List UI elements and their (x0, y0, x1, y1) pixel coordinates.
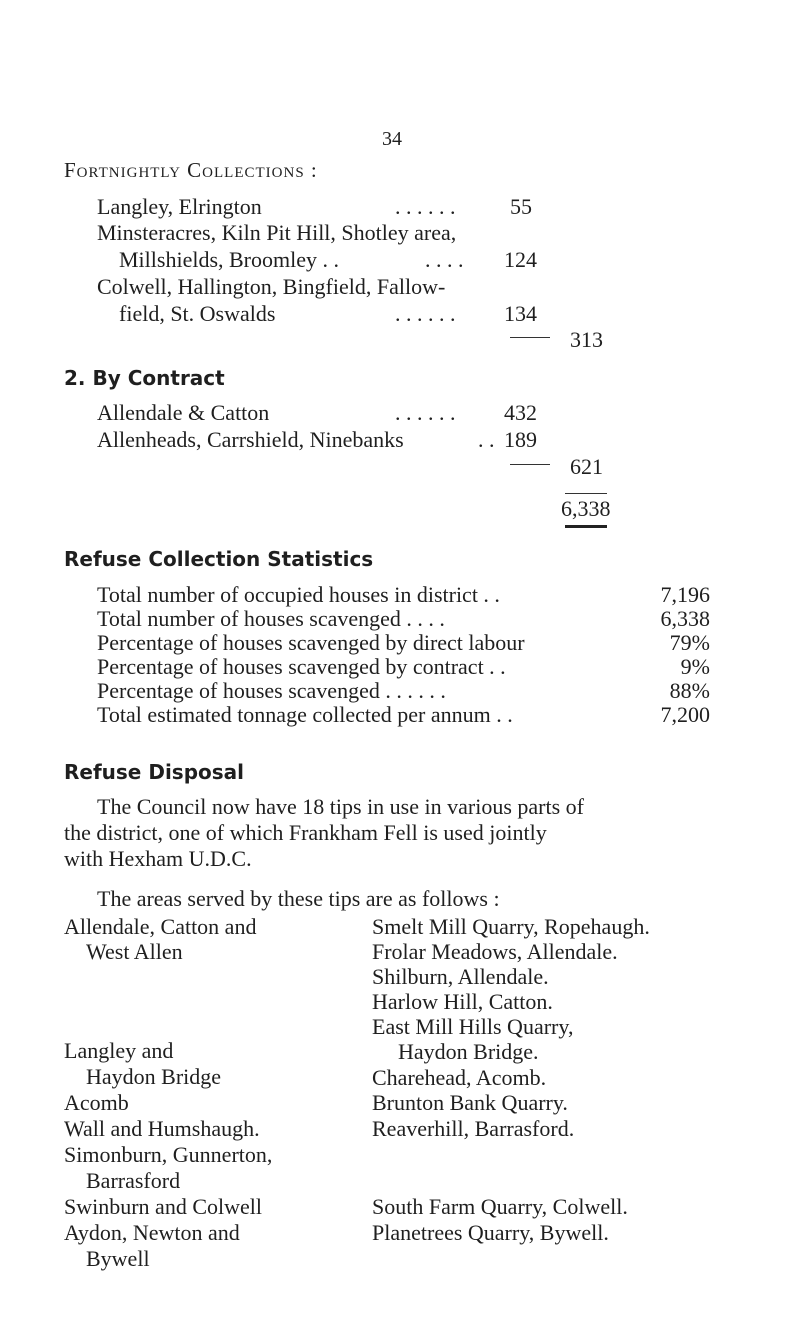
area-name: Haydon Bridge (86, 1064, 222, 1089)
statistics-heading: Refuse Collection Statistics (64, 547, 374, 571)
contract-row-1-value: 432 (504, 400, 537, 425)
area-name: Wall and Humshaugh. (64, 1116, 260, 1141)
total-top-rule (565, 493, 607, 494)
statistics-row-value: 79% (669, 630, 710, 655)
disposal-paragraph-line: with Hexham U.D.C. (64, 846, 252, 871)
contract-row-2-value: 189 (504, 427, 537, 452)
statistics-row-value: 88% (669, 678, 710, 703)
disposal-intro: The areas served by these tips are as follows : (97, 886, 500, 911)
tip-location: Planetrees Quarry, Bywell. (372, 1220, 609, 1245)
subtotal-rule (510, 337, 550, 338)
statistics-row-value: 9% (680, 654, 710, 679)
area-name: Allendale, Catton and (64, 914, 257, 939)
tip-location: Frolar Meadows, Allendale. (372, 939, 618, 964)
tip-location: Charehead, Acomb. (372, 1065, 547, 1090)
contract-row-2-dots: . . (478, 427, 495, 452)
contract-row-1-dots: . . . . . . (395, 400, 456, 425)
total-bottom-rule (565, 525, 607, 528)
fortnightly-row-3-line-2: field, St. Oswalds (119, 301, 276, 326)
statistics-row-label: Total number of occupied houses in district . . (97, 582, 500, 607)
contract-subtotal-rule (510, 464, 550, 465)
tip-location: Haydon Bridge. (398, 1039, 539, 1064)
tip-location: East Mill Hills Quarry, (372, 1014, 574, 1039)
area-name: Bywell (86, 1246, 150, 1271)
area-name: Langley and (64, 1038, 174, 1063)
fortnightly-row-2-value: 124 (504, 247, 537, 272)
contract-heading: 2. By Contract (64, 366, 225, 390)
fortnightly-heading: Fortnightly Collections : (64, 158, 318, 182)
tip-location: Brunton Bank Quarry. (372, 1090, 568, 1115)
page-number: 34 (382, 128, 402, 150)
statistics-row-label: Total estimated tonnage collected per annum . . (97, 702, 513, 727)
fortnightly-row-2-line-2: Millshields, Broomley . . (119, 247, 339, 272)
statistics-row-label: Total number of houses scavenged . . . . (97, 606, 445, 631)
statistics-row-label: Percentage of houses scavenged . . . . . . (97, 678, 446, 703)
fortnightly-row-3-line-1: Colwell, Hallington, Bingfield, Fallow- (97, 274, 446, 299)
tip-location: Smelt Mill Quarry, Ropehaugh. (372, 914, 650, 939)
contract-subtotal: 621 (570, 454, 603, 479)
statistics-row-label: Percentage of houses scavenged by direct labour (97, 630, 525, 655)
area-name: Swinburn and Colwell (64, 1194, 262, 1219)
statistics-row-value: 7,196 (660, 582, 710, 607)
tip-location: Reaverhill, Barrasford. (372, 1116, 575, 1141)
tip-location: Shilburn, Allendale. (372, 964, 549, 989)
fortnightly-row-1-value: 55 (510, 194, 532, 219)
fortnightly-row-1-dots: . . . . . . (395, 194, 456, 219)
area-name: West Allen (86, 939, 183, 964)
disposal-paragraph-line: The Council now have 18 tips in use in various parts of (97, 794, 584, 819)
area-name: Barrasford (86, 1168, 181, 1193)
statistics-row-label: Percentage of houses scavenged by contract . . (97, 654, 506, 679)
tip-location: Harlow Hill, Catton. (372, 989, 553, 1014)
disposal-paragraph-line: the district, one of which Frankham Fell is used jointly (64, 820, 547, 845)
fortnightly-row-3-dots: . . . . . . (395, 301, 456, 326)
area-name: Aydon, Newton and (64, 1220, 240, 1245)
fortnightly-row-2-dots: . . . . (425, 247, 464, 272)
fortnightly-row-2-line-1: Minsteracres, Kiln Pit Hill, Shotley area, (97, 220, 457, 245)
contract-row-2-label: Allenheads, Carrshield, Ninebanks (97, 427, 404, 452)
contract-row-1-label: Allendale & Catton (97, 400, 270, 425)
fortnightly-row-3-value: 134 (504, 301, 537, 326)
fortnightly-row-1-label: Langley, Elrington (97, 194, 262, 219)
grand-total: 6,338 (561, 496, 611, 521)
area-name: Simonburn, Gunnerton, (64, 1142, 273, 1167)
disposal-heading: Refuse Disposal (64, 760, 245, 784)
statistics-row-value: 6,338 (660, 606, 710, 631)
area-name: Acomb (64, 1090, 129, 1115)
tip-location: South Farm Quarry, Colwell. (372, 1194, 628, 1219)
statistics-row-value: 7,200 (660, 702, 710, 727)
fortnightly-subtotal: 313 (570, 327, 603, 352)
